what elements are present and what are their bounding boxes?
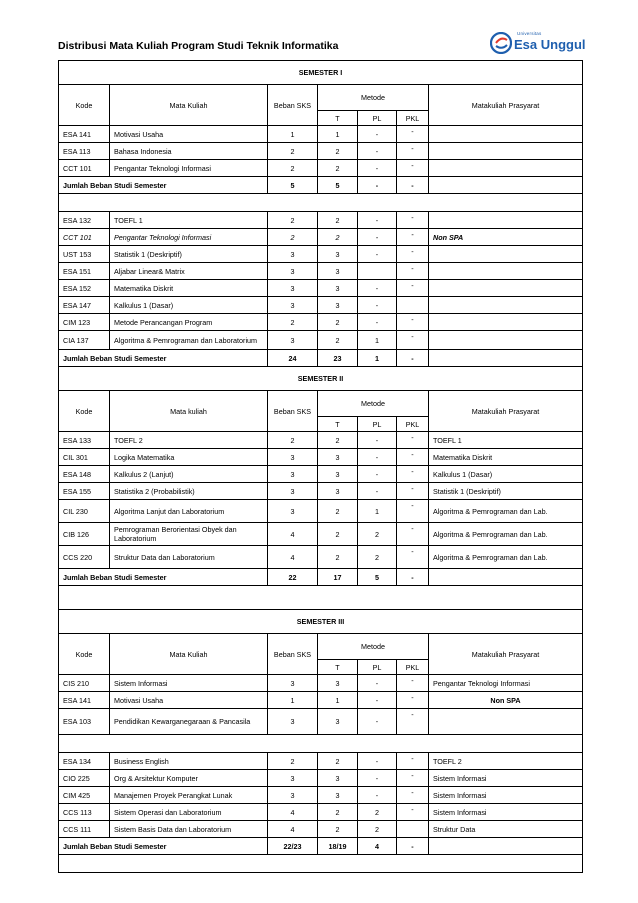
course-prasyarat: Sistem Informasi: [429, 787, 583, 804]
esa-unggul-logo-icon: [490, 32, 512, 54]
course-row: [59, 753, 583, 770]
course-sks: 3: [268, 709, 318, 735]
course-prasyarat: [429, 160, 583, 177]
course-pkl: -: [397, 143, 429, 160]
course-name: Metode Perancangan Program: [110, 314, 268, 331]
course-row: [59, 229, 583, 246]
course-pl: -: [358, 753, 397, 770]
semester-total-row: [59, 838, 583, 855]
course-sks: 3: [268, 675, 318, 692]
course-prasyarat: Pengantar Teknologi Informasi: [429, 675, 583, 692]
total-pl: -: [358, 177, 397, 194]
course-pl: -: [358, 280, 397, 297]
course-prasyarat: Algoritma & Pemrograman dan Lab.: [429, 523, 583, 546]
course-t: 1: [318, 692, 358, 709]
course-row: [59, 500, 583, 523]
spacer-row: [59, 194, 583, 212]
total-t: 18/19: [318, 838, 358, 855]
total-t: 23: [318, 350, 358, 367]
course-row: [59, 692, 583, 709]
header-prasyarat: Matakuliah Prasyarat: [429, 391, 583, 432]
course-prasyarat: TOEFL 1: [429, 432, 583, 449]
course-sks: 2: [268, 229, 318, 246]
header-prasyarat: Matakuliah Prasyarat: [429, 85, 583, 126]
course-prasyarat: Matematika Diskrit: [429, 449, 583, 466]
course-prasyarat: Kalkulus 1 (Dasar): [429, 466, 583, 483]
course-prasyarat: Algoritma & Pemrograman dan Lab.: [429, 546, 583, 569]
header-prasyarat: Matakuliah Prasyarat: [429, 634, 583, 675]
total-t: 5: [318, 177, 358, 194]
course-row: [59, 709, 583, 735]
course-code: CCT 101: [59, 160, 110, 177]
header-metode: Metode: [318, 85, 429, 111]
course-pkl: -: [397, 753, 429, 770]
course-t: 3: [318, 709, 358, 735]
header-mata-kuliah: Mata Kuliah: [110, 634, 268, 675]
course-prasyarat: Struktur Data: [429, 821, 583, 838]
course-t: 3: [318, 263, 358, 280]
semester-title: SEMESTER II: [59, 367, 583, 391]
course-pl: 2: [358, 546, 397, 569]
course-t: 3: [318, 246, 358, 263]
course-name: Algoritma Lanjut dan Laboratorium: [110, 500, 268, 523]
course-pl: -: [358, 297, 397, 314]
course-t: 2: [318, 212, 358, 229]
total-pl: 4: [358, 838, 397, 855]
course-pkl: -: [397, 212, 429, 229]
course-pkl: -: [397, 280, 429, 297]
total-prasyarat: [429, 569, 583, 586]
header-pkl: PKL: [397, 417, 429, 432]
course-pl: -: [358, 432, 397, 449]
course-pl: -: [358, 770, 397, 787]
course-t: 3: [318, 449, 358, 466]
course-t: 2: [318, 753, 358, 770]
total-pkl: -: [397, 838, 429, 855]
course-sks: 2: [268, 753, 318, 770]
course-t: 2: [318, 331, 358, 350]
course-sks: 3: [268, 246, 318, 263]
course-code: ESA 152: [59, 280, 110, 297]
total-sks: 24: [268, 350, 318, 367]
course-pkl: -: [397, 263, 429, 280]
course-t: 3: [318, 466, 358, 483]
course-sks: 3: [268, 331, 318, 350]
total-pl: 1: [358, 350, 397, 367]
course-name: Kalkulus 2 (Lanjut): [110, 466, 268, 483]
course-row: [59, 449, 583, 466]
semester-total-row: [59, 350, 583, 367]
spacer-cell: [59, 735, 583, 753]
course-pkl: -: [397, 246, 429, 263]
course-name: TOEFL 2: [110, 432, 268, 449]
course-pkl: -: [397, 692, 429, 709]
total-pkl: -: [397, 350, 429, 367]
course-t: 2: [318, 160, 358, 177]
course-t: 1: [318, 126, 358, 143]
total-pkl: -: [397, 569, 429, 586]
course-pkl: -: [397, 126, 429, 143]
course-row: [59, 212, 583, 229]
total-sks: 22: [268, 569, 318, 586]
header-kode: Kode: [59, 85, 110, 126]
course-prasyarat: [429, 143, 583, 160]
course-t: 2: [318, 523, 358, 546]
course-sks: 3: [268, 483, 318, 500]
total-prasyarat: [429, 350, 583, 367]
course-row: [59, 331, 583, 350]
course-prasyarat: Non SPA: [429, 229, 583, 246]
course-code: CIL 301: [59, 449, 110, 466]
course-prasyarat: Sistem Informasi: [429, 770, 583, 787]
header-pkl: PKL: [397, 111, 429, 126]
course-row: [59, 297, 583, 314]
course-name: Sistem Operasi dan Laboratorium: [110, 804, 268, 821]
course-name: Statistika 2 (Probabilistik): [110, 483, 268, 500]
course-name: Algoritma & Pemrograman dan Laboratorium: [110, 331, 268, 350]
course-pkl: -: [397, 523, 429, 546]
course-pkl: -: [397, 483, 429, 500]
course-pl: 1: [358, 500, 397, 523]
course-sks: 2: [268, 314, 318, 331]
spacer-cell: [59, 194, 583, 212]
course-t: 2: [318, 432, 358, 449]
course-prasyarat: [429, 246, 583, 263]
course-prasyarat: [429, 331, 583, 350]
course-code: ESA 103: [59, 709, 110, 735]
course-prasyarat: Statistik 1 (Deskriptif): [429, 483, 583, 500]
course-sks: 1: [268, 126, 318, 143]
course-code: ESA 155: [59, 483, 110, 500]
course-code: CCS 220: [59, 546, 110, 569]
course-row: [59, 246, 583, 263]
header-mata-kuliah: Mata kuliah: [110, 391, 268, 432]
course-row: [59, 523, 583, 546]
logo-brand-text: Esa Unggul: [514, 37, 586, 52]
course-t: 3: [318, 787, 358, 804]
course-code: ESA 141: [59, 692, 110, 709]
course-t: 3: [318, 675, 358, 692]
course-name: Pengantar Teknologi Informasi: [110, 229, 268, 246]
total-sks: 5: [268, 177, 318, 194]
column-header-row: [59, 391, 583, 417]
course-sks: 4: [268, 523, 318, 546]
course-pl: -: [358, 466, 397, 483]
course-code: ESA 134: [59, 753, 110, 770]
logo-small-text: Universitas: [517, 31, 542, 36]
course-row: [59, 280, 583, 297]
spacer-cell: [59, 855, 583, 873]
course-sks: 2: [268, 432, 318, 449]
course-code: ESA 133: [59, 432, 110, 449]
course-t: 2: [318, 314, 358, 331]
course-pkl: [397, 821, 429, 838]
spacer-row: [59, 586, 583, 610]
course-name: Org & Arsitektur Komputer: [110, 770, 268, 787]
column-header-row: [59, 634, 583, 660]
course-name: Logika Matematika: [110, 449, 268, 466]
course-t: 2: [318, 804, 358, 821]
semester-title-row: [59, 367, 583, 391]
course-row: [59, 160, 583, 177]
course-t: 3: [318, 280, 358, 297]
course-prasyarat: [429, 280, 583, 297]
header-pl: PL: [358, 111, 397, 126]
total-label: Jumlah Beban Studi Semester: [59, 838, 268, 855]
course-sks: 2: [268, 212, 318, 229]
course-row: [59, 143, 583, 160]
header-t: T: [318, 660, 358, 675]
course-pkl: -: [397, 500, 429, 523]
course-name: Pendidikan Kewarganegaraan & Pancasila: [110, 709, 268, 735]
course-prasyarat: Non SPA: [429, 692, 583, 709]
header-beban-sks: Beban SKS: [268, 391, 318, 432]
course-row: [59, 432, 583, 449]
header-mata-kuliah: Mata Kuliah: [110, 85, 268, 126]
course-row: [59, 314, 583, 331]
course-code: CCT 101: [59, 229, 110, 246]
course-pkl: -: [397, 787, 429, 804]
course-name: Motivasi Usaha: [110, 692, 268, 709]
course-pl: 2: [358, 804, 397, 821]
course-prasyarat: TOEFL 2: [429, 753, 583, 770]
course-pl: -: [358, 246, 397, 263]
course-t: 2: [318, 500, 358, 523]
total-pl: 5: [358, 569, 397, 586]
course-pkl: [397, 297, 429, 314]
course-t: 2: [318, 143, 358, 160]
course-name: Statistik 1 (Deskriptif): [110, 246, 268, 263]
course-pl: 2: [358, 523, 397, 546]
course-code: ESA 151: [59, 263, 110, 280]
semester-total-row: [59, 569, 583, 586]
course-t: 3: [318, 770, 358, 787]
course-pl: -: [358, 692, 397, 709]
header-kode: Kode: [59, 391, 110, 432]
course-row: [59, 770, 583, 787]
course-pkl: -: [397, 675, 429, 692]
course-pkl: -: [397, 709, 429, 735]
course-name: Kalkulus 1 (Dasar): [110, 297, 268, 314]
course-prasyarat: [429, 314, 583, 331]
course-pl: -: [358, 675, 397, 692]
course-code: CIB 126: [59, 523, 110, 546]
course-code: ESA 148: [59, 466, 110, 483]
course-name: Pengantar Teknologi Informasi: [110, 160, 268, 177]
header-metode: Metode: [318, 634, 429, 660]
course-code: ESA 113: [59, 143, 110, 160]
course-pkl: -: [397, 449, 429, 466]
course-name: Struktur Data dan Laboratorium: [110, 546, 268, 569]
course-pl: -: [358, 212, 397, 229]
course-pkl: -: [397, 229, 429, 246]
header-t: T: [318, 417, 358, 432]
course-pkl: -: [397, 432, 429, 449]
course-pkl: -: [397, 466, 429, 483]
course-code: CIA 137: [59, 331, 110, 350]
course-code: CIM 123: [59, 314, 110, 331]
document-header: [58, 30, 586, 58]
course-row: [59, 483, 583, 500]
course-pkl: -: [397, 546, 429, 569]
course-name: Business English: [110, 753, 268, 770]
course-t: 2: [318, 546, 358, 569]
total-prasyarat: [429, 177, 583, 194]
course-code: CIO 225: [59, 770, 110, 787]
course-prasyarat: Sistem Informasi: [429, 804, 583, 821]
course-pl: -: [358, 160, 397, 177]
semester-title: SEMESTER I: [59, 61, 583, 85]
course-sks: 3: [268, 787, 318, 804]
course-pkl: -: [397, 314, 429, 331]
course-sks: 3: [268, 297, 318, 314]
document-title: Distribusi Mata Kuliah Program Studi Teknik Informatika: [58, 40, 339, 52]
spacer-row: [59, 855, 583, 873]
course-row: [59, 787, 583, 804]
course-row: [59, 675, 583, 692]
course-row: [59, 821, 583, 838]
course-row: [59, 263, 583, 280]
course-name: Matematika Diskrit: [110, 280, 268, 297]
course-pkl: -: [397, 770, 429, 787]
course-t: 2: [318, 821, 358, 838]
course-code: CIS 210: [59, 675, 110, 692]
column-header-row: [59, 85, 583, 111]
total-label: Jumlah Beban Studi Semester: [59, 177, 268, 194]
course-pl: -: [358, 483, 397, 500]
header-t: T: [318, 111, 358, 126]
course-sks: 3: [268, 280, 318, 297]
course-prasyarat: Algoritma & Pemrograman dan Lab.: [429, 500, 583, 523]
course-pkl: -: [397, 331, 429, 350]
course-prasyarat: [429, 709, 583, 735]
course-name: Pemrograman Berorientasi Obyek dan Laboratorium: [110, 523, 268, 546]
course-prasyarat: [429, 263, 583, 280]
spacer-row: [59, 735, 583, 753]
course-sks: 1: [268, 692, 318, 709]
course-sks: 3: [268, 770, 318, 787]
course-sks: 2: [268, 160, 318, 177]
course-code: ESA 147: [59, 297, 110, 314]
course-pl: -: [358, 449, 397, 466]
course-pl: 2: [358, 821, 397, 838]
total-pkl: -: [397, 177, 429, 194]
course-pl: -: [358, 229, 397, 246]
semester-title: SEMESTER III: [59, 610, 583, 634]
course-t: 2: [318, 229, 358, 246]
course-pl: -: [358, 126, 397, 143]
course-sks: 4: [268, 821, 318, 838]
course-name: Motivasi Usaha: [110, 126, 268, 143]
course-code: ESA 141: [59, 126, 110, 143]
course-sks: 4: [268, 546, 318, 569]
course-prasyarat: [429, 212, 583, 229]
course-row: [59, 466, 583, 483]
course-row: [59, 546, 583, 569]
total-label: Jumlah Beban Studi Semester: [59, 350, 268, 367]
course-code: CIL 230: [59, 500, 110, 523]
course-prasyarat: [429, 297, 583, 314]
header-beban-sks: Beban SKS: [268, 634, 318, 675]
course-code: UST 153: [59, 246, 110, 263]
course-code: CCS 111: [59, 821, 110, 838]
course-name: Sistem Basis Data dan Laboratorium: [110, 821, 268, 838]
course-t: 3: [318, 483, 358, 500]
course-name: Sistem Informasi: [110, 675, 268, 692]
course-pl: -: [358, 709, 397, 735]
spacer-cell: [59, 586, 583, 610]
curriculum-table: [58, 60, 583, 873]
course-sks: 2: [268, 143, 318, 160]
course-sks: 3: [268, 449, 318, 466]
course-sks: 3: [268, 466, 318, 483]
header-pl: PL: [358, 660, 397, 675]
course-row: [59, 804, 583, 821]
total-label: Jumlah Beban Studi Semester: [59, 569, 268, 586]
course-name: Bahasa Indonesia: [110, 143, 268, 160]
course-pkl: -: [397, 804, 429, 821]
total-prasyarat: [429, 838, 583, 855]
course-name: TOEFL 1: [110, 212, 268, 229]
course-sks: 3: [268, 263, 318, 280]
course-pl: -: [358, 143, 397, 160]
course-name: Manajemen Proyek Perangkat Lunak: [110, 787, 268, 804]
header-pkl: PKL: [397, 660, 429, 675]
course-prasyarat: [429, 126, 583, 143]
course-sks: 3: [268, 500, 318, 523]
course-code: CIM 425: [59, 787, 110, 804]
university-logo: [490, 30, 586, 56]
course-pl: -: [358, 314, 397, 331]
course-name: Aljabar Linear& Matrix: [110, 263, 268, 280]
course-sks: 4: [268, 804, 318, 821]
course-pl: 1: [358, 331, 397, 350]
course-pl: -: [358, 787, 397, 804]
course-pl: [358, 263, 397, 280]
semester-total-row: [59, 177, 583, 194]
header-beban-sks: Beban SKS: [268, 85, 318, 126]
semester-title-row: [59, 610, 583, 634]
header-pl: PL: [358, 417, 397, 432]
header-kode: Kode: [59, 634, 110, 675]
semester-title-row: [59, 61, 583, 85]
course-row: [59, 126, 583, 143]
header-metode: Metode: [318, 391, 429, 417]
total-t: 17: [318, 569, 358, 586]
total-sks: 22/23: [268, 838, 318, 855]
course-code: CCS 113: [59, 804, 110, 821]
course-pkl: -: [397, 160, 429, 177]
course-code: ESA 132: [59, 212, 110, 229]
course-t: 3: [318, 297, 358, 314]
